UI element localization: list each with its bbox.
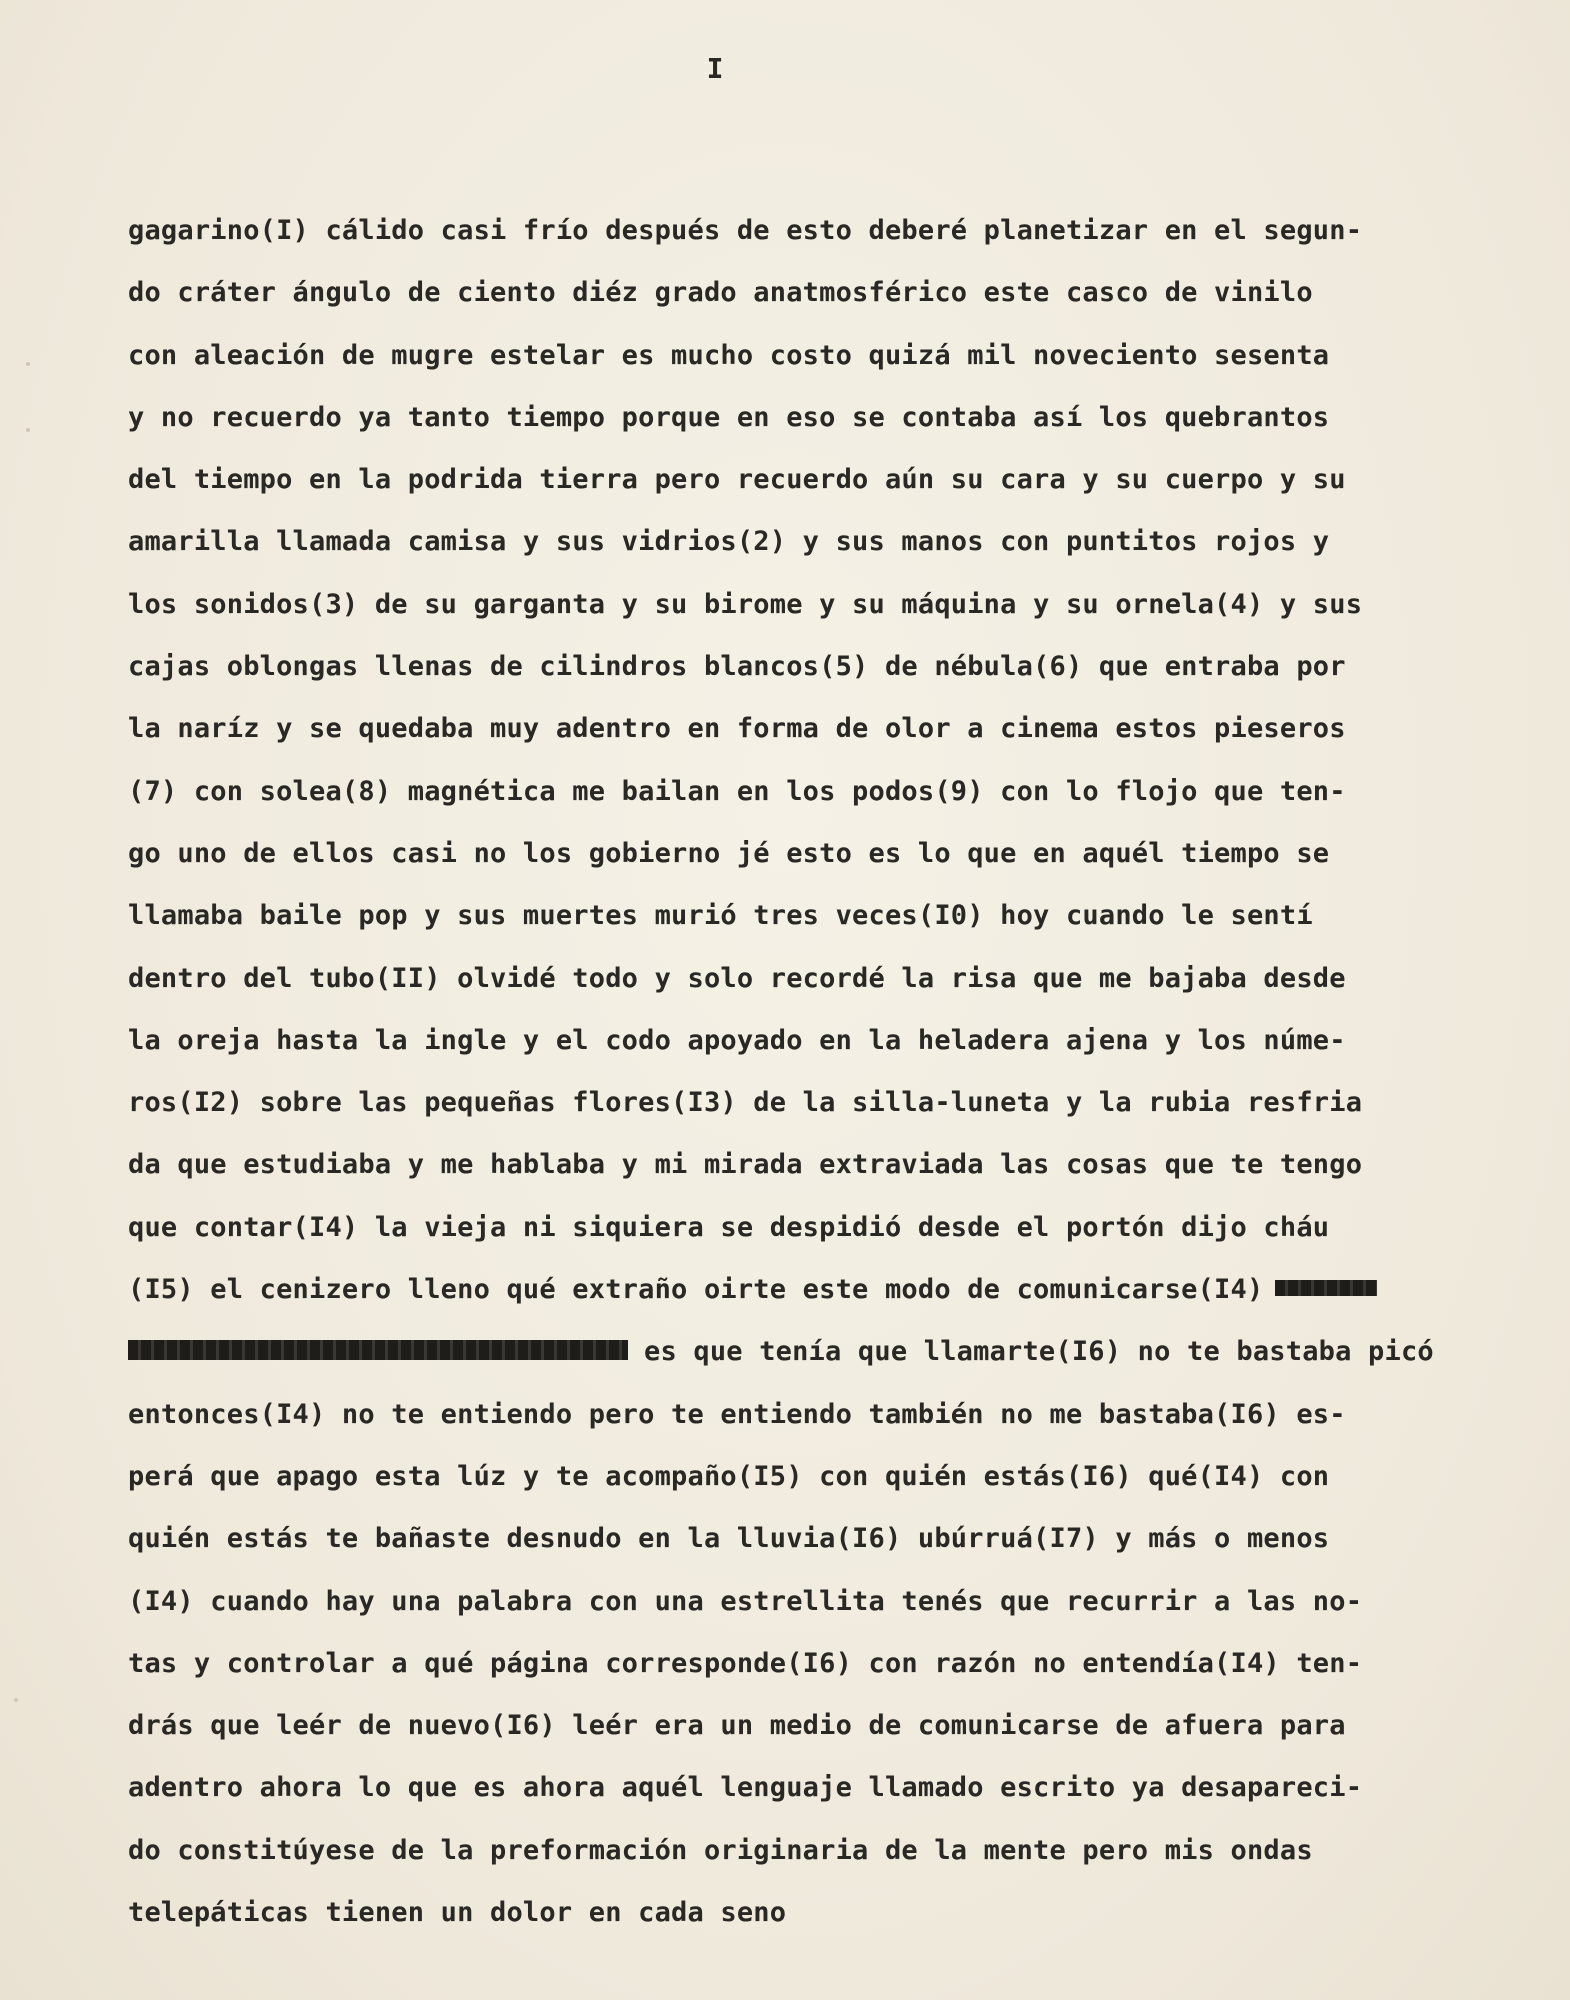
text-line: amarilla llamada camisa y sus vidrios(2) y sus manos con puntitos rojos y (128, 526, 1330, 558)
typewritten-text (128, 200, 1548, 1944)
text-line: la naríz y se quedaba muy adentro en forma de olor a cinema estos pieseros (128, 713, 1346, 745)
text-line: llamaba baile pop y sus muertes murió tres veces(I0) hoy cuando le sentí (128, 900, 1313, 932)
page-number: I (706, 52, 724, 85)
text-line: entonces(I4) no te entiendo pero te entiendo también no me bastaba(I6) es- (128, 1398, 1346, 1430)
text-line: que contar(I4) la vieja ni siquiera se despidió desde el portón dijo cháu (128, 1211, 1330, 1243)
text-line: ros(I2) sobre las pequeñas flores(I3) de la silla-luneta y la rubia resfria (128, 1087, 1363, 1119)
paper-speck (26, 428, 30, 432)
paper-speck (14, 1698, 18, 1702)
struck-out-text (128, 1340, 628, 1360)
text-line: dentro del tubo(II) olvidé todo y solo recordé la risa que me bajaba desde (128, 962, 1346, 994)
text-line: (7) con solea(8) magnética me bailan en los podos(9) con lo flojo que ten- (128, 775, 1346, 807)
text-line: da que estudiaba y me hablaba y mi mirada extraviada las cosas que te tengo (128, 1149, 1363, 1181)
text-line: gagarino(I) cálido casi frío después de esto deberé planetizar en el segun- (128, 215, 1363, 246)
text-line (128, 1321, 1548, 1383)
text-line: y no recuerdo ya tanto tiempo porque en eso se contaba así los quebrantos (128, 401, 1330, 433)
text-line: quién estás te bañaste desnudo en la lluvia(I6) ubúrruá(I7) y más o menos (128, 1523, 1330, 1555)
text-line-content: es que tenía que llamarte(I6) no te bastaba picó (644, 1336, 1434, 1368)
text-line: drás que leér de nuevo(I6) leér era un medio de comunicarse de afuera para (128, 1710, 1346, 1742)
paper-speck (26, 362, 30, 366)
struck-out-text (1275, 1280, 1377, 1296)
text-line: la oreja hasta la ingle y el codo apoyado en la heladera ajena y los núme- (128, 1024, 1346, 1056)
text-line: los sonidos(3) de su garganta y su birome y su máquina y su ornela(4) y sus (128, 588, 1363, 620)
text-line: telepáticas tienen un dolor en cada seno (128, 1897, 787, 1929)
text-line (128, 1259, 1548, 1321)
text-line-content: (I5) el cenizero lleno qué extraño oirte este modo de comunicarse(I4) (128, 1274, 1264, 1306)
text-line: con aleación de mugre estelar es mucho costo quizá mil noveciento sesenta (128, 339, 1330, 371)
text-line: tas y controlar a qué página corresponde(I6) con razón no entendía(I4) ten- (128, 1647, 1363, 1679)
text-line: do cráter ángulo de ciento diéz grado anatmosférico este casco de vinilo (128, 277, 1313, 309)
text-line: cajas oblongas llenas de cilindros blancos(5) de nébula(6) que entraba por (128, 651, 1346, 683)
text-line: do constitúyese de la preformación originaria de la mente pero mis ondas (128, 1834, 1313, 1866)
text-line: go uno de ellos casi no los gobierno jé esto es lo que en aquél tiempo se (128, 837, 1330, 869)
text-line: adentro ahora lo que es ahora aquél lenguaje llamado escrito ya desapareci- (128, 1772, 1363, 1804)
text-line: perá que apago esta lúz y te acompaño(I5) con quién estás(I6) qué(I4) con (128, 1460, 1330, 1492)
text-line: del tiempo en la podrida tierra pero recuerdo aún su cara y su cuerpo y su (128, 464, 1346, 496)
text-line: (I4) cuando hay una palabra con una estrellita tenés que recurrir a las no- (128, 1585, 1363, 1617)
